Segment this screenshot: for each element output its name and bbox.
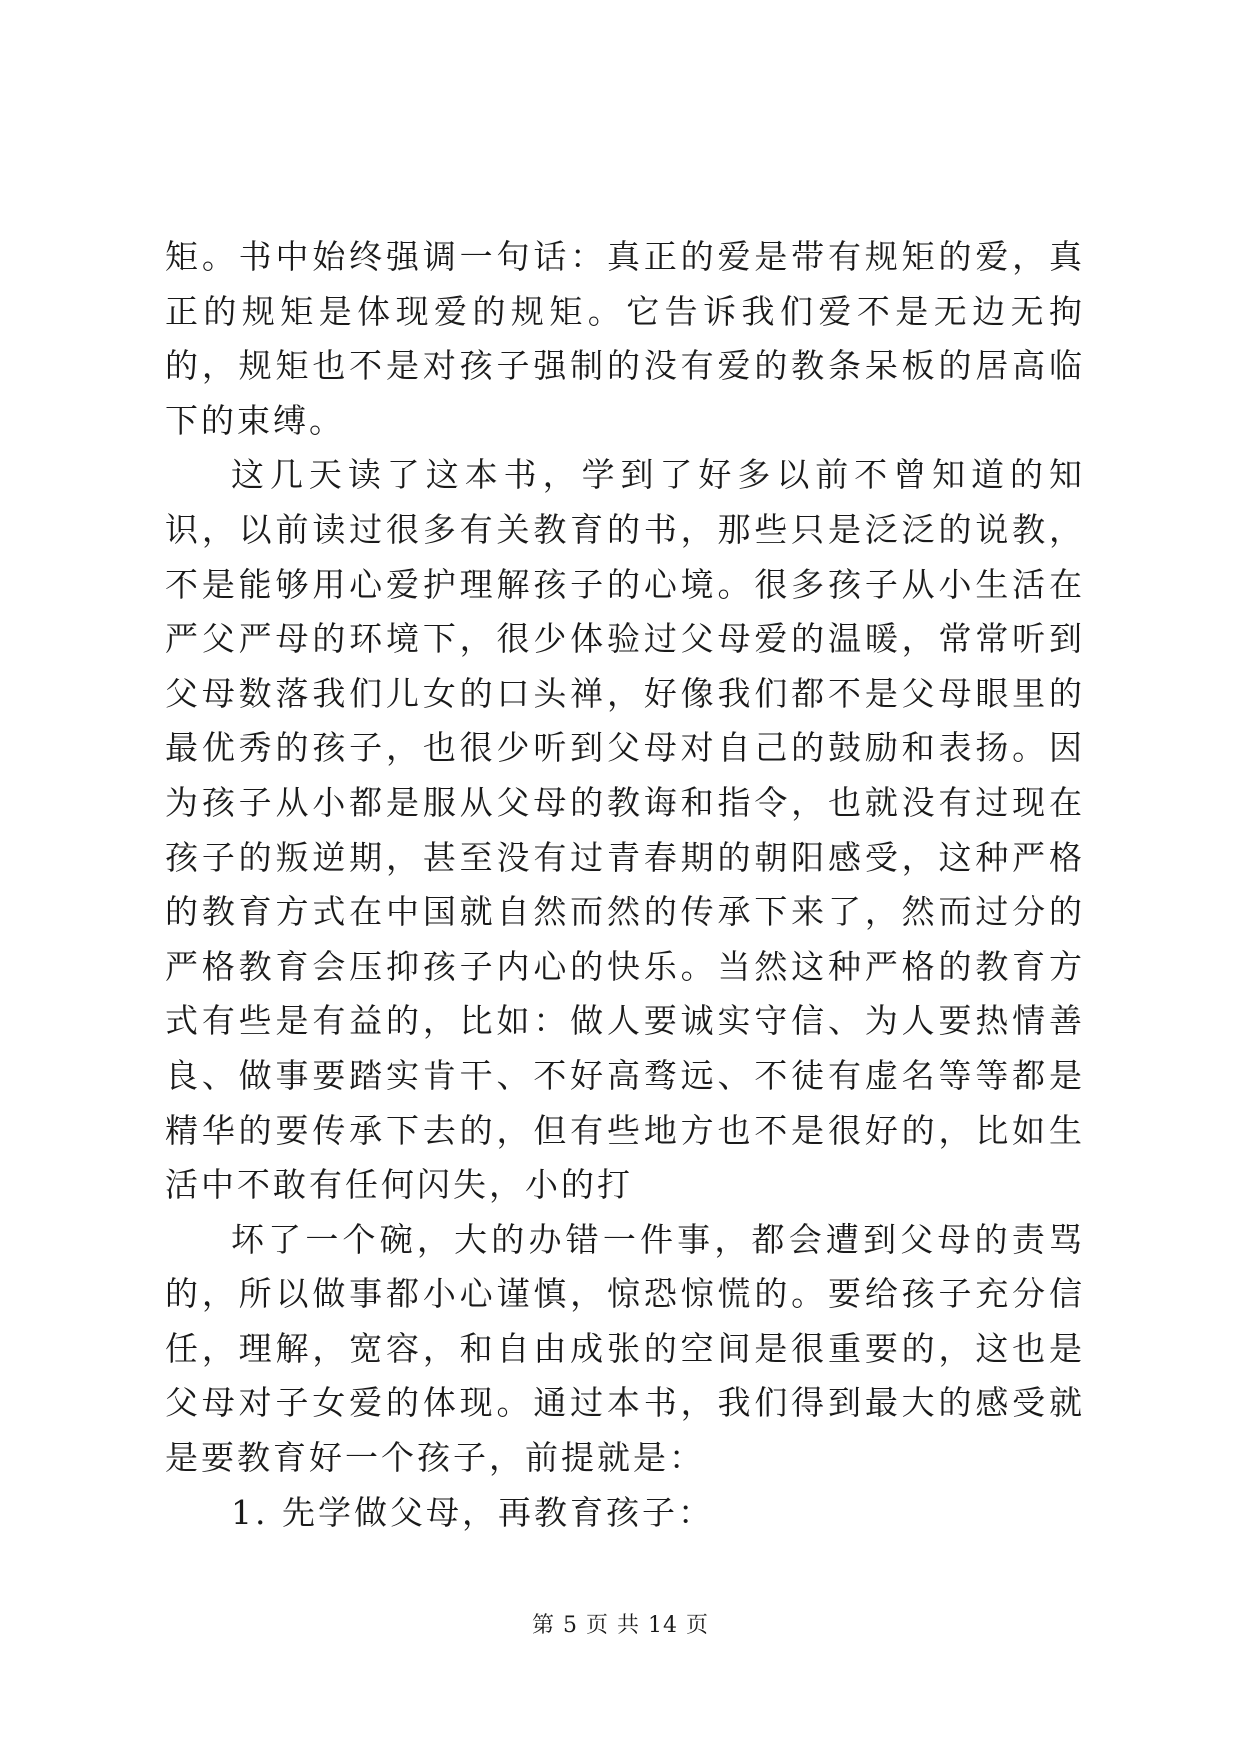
paragraph-reading-reflection: 这几天读了这本书，学到了好多以前不曾知道的知识，以前读过很多有关教育的书，那些只是泛泛的说教，不是能够用心爱护理解孩子的心境。很多孩子从小生活在严父严母的环境下，很少体验过父母爱的温暖，常常听到父母数落我们儿女的口头禅，好像我们都不是父母眼里的最优秀的孩子，也很少听到父母对自己的鼓励和表扬。因为孩子从小都是服从父母的教诲和指令，也就没有过现在孩子的叛逆期，甚至没有过青春期的朝阳感受，这种严格的教育方式在中国就自然而然的传承下来了，然而过分的严格教育会压抑孩子内心的快乐。当然这种严格的教育方式有些是有益的，比如：做人要诚实守信、为人要热情善良、做事要踏实肯干、不好高骛远、不徒有虚名等等都是精华的要传承下去的，但有些地方也不是很好的，比如生活中不敢有任何闪失，小的打 [165, 455, 1085, 1205]
paragraph-trust-and-understanding: 坏了一个碗，大的办错一件事，都会遭到父母的责骂的，所以做事都小心谨慎，惊恐惊慌的。要给孩子充分信任，理解，宽容，和自由成张的空间是很重要的，这也是父母对子女爱的体现。通过本书，我们得到最大的感受就是要教育好一个孩子，前提就是： [165, 1219, 1085, 1478]
document-body [165, 230, 1085, 1540]
page-footer: 第 5 页 共 14 页 [532, 1613, 709, 1638]
paragraph-continuation: 矩。书中始终强调一句话：真正的爱是带有规矩的爱，真正的规矩是体现爱的规矩。它告诉我们爱不是无边无拘的，规矩也不是对孩子强制的没有爱的教条呆板的居高临下的束缚。 [165, 237, 1085, 440]
list-item-1: 1. 先学做父母，再教育孩子： [231, 1492, 714, 1532]
